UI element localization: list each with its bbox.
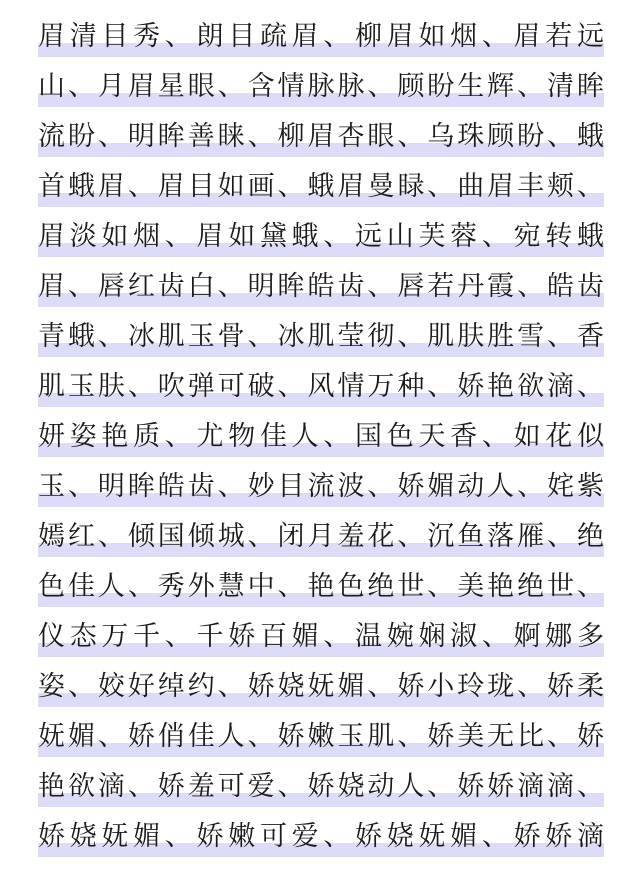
text-line-15: 妩媚、娇俏佳人、娇嫩玉肌、娇美无比、娇 [38,712,604,762]
text-line-10: 玉、明眸皓齿、妙目流波、娇媚动人、姹紫 [38,462,604,512]
text-line-cutoff [38,862,604,890]
text-line-2: 山、月眉星眼、含情脉脉、顾盼生辉、清眸 [38,62,604,112]
text-line-5: 眉淡如烟、眉如黛蛾、远山芙蓉、宛转蛾 [38,212,604,262]
text-line-16: 艳欲滴、娇羞可爱、娇娆动人、娇娇滴滴、 [38,762,604,812]
text-line-1: 眉清目秀、朗目疏眉、柳眉如烟、眉若远 [38,12,604,62]
text-line-3: 流盼、明眸善睐、柳眉杏眼、乌珠顾盼、蛾 [38,112,604,162]
text-line-13: 仪态万千、千娇百媚、温婉娴淑、婀娜多 [38,612,604,662]
text-line-9: 妍姿艳质、尤物佳人、国色天香、如花似 [38,412,604,462]
text-line-4: 首蛾眉、眉目如画、蛾眉曼睩、曲眉丰颊、 [38,162,604,212]
text-line-17: 娇娆妩媚、娇嫩可爱、娇娆妩媚、娇娇滴 [38,812,604,862]
text-line-12: 色佳人、秀外慧中、艳色绝世、美艳绝世、 [38,562,604,612]
text-line-11: 嫣红、倾国倾城、闭月羞花、沉鱼落雁、绝 [38,512,604,562]
text-line-8: 肌玉肤、吹弹可破、风情万种、娇艳欲滴、 [38,362,604,412]
text-line-6: 眉、唇红齿白、明眸皓齿、唇若丹霞、皓齿 [38,262,604,312]
text-line-7: 青蛾、冰肌玉骨、冰肌莹彻、肌肤胜雪、香 [38,312,604,362]
text-line-14: 姿、姣好绰约、娇娆妩媚、娇小玲珑、娇柔 [38,662,604,712]
